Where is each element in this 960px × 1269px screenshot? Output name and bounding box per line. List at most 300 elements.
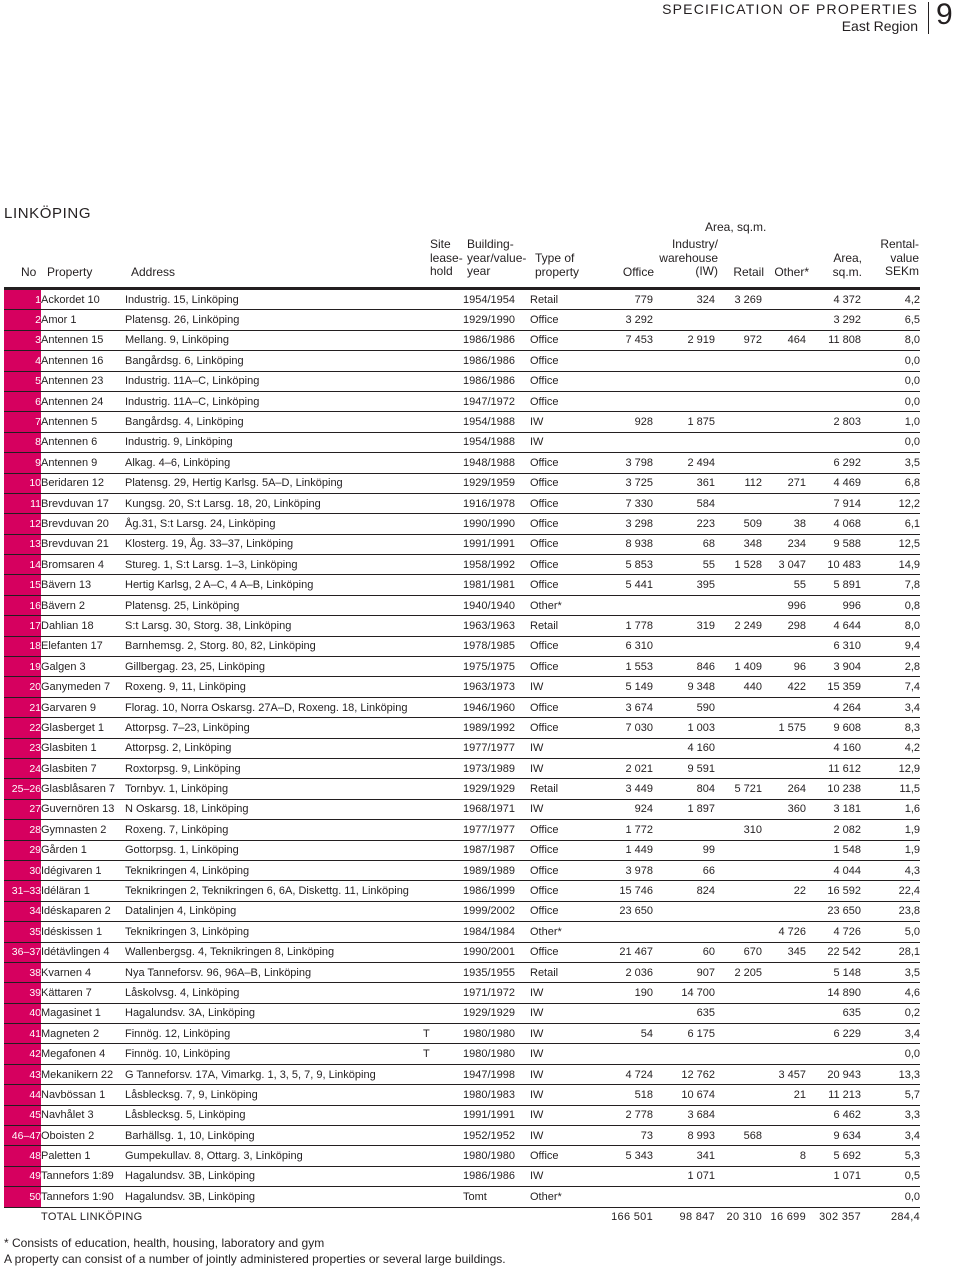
row-property: Garvaren 9: [41, 697, 125, 717]
row-site: [423, 1166, 463, 1186]
row-area: 4 160: [806, 738, 861, 758]
row-site: [423, 330, 463, 350]
table-row: [4, 1003, 920, 1023]
row-retail: [715, 983, 762, 1003]
row-no: 1: [4, 290, 41, 310]
row-office: 1 772: [598, 820, 653, 840]
section-title: LINKÖPING: [4, 205, 92, 222]
row-property: Paletten 1: [41, 1146, 125, 1166]
row-office: 4 724: [598, 1064, 653, 1084]
row-other: [762, 1166, 806, 1186]
row-area: [806, 432, 861, 452]
row-area: 5 148: [806, 962, 861, 982]
row-type: Office: [530, 351, 598, 371]
row-rent: 4,6: [861, 983, 920, 1003]
row-retail: 348: [715, 534, 762, 554]
row-area: 10 483: [806, 555, 861, 575]
row-no: 30: [4, 860, 41, 880]
row-retail: 509: [715, 514, 762, 534]
row-iw: 824: [653, 881, 715, 901]
row-no: 6: [4, 391, 41, 411]
row-type: Office: [530, 881, 598, 901]
table-row: [4, 595, 920, 615]
row-other: [762, 432, 806, 452]
row-no: 35: [4, 922, 41, 942]
row-site: [423, 432, 463, 452]
row-type: Office: [530, 575, 598, 595]
row-site: [423, 616, 463, 636]
row-office: [598, 1166, 653, 1186]
row-no: 24: [4, 758, 41, 778]
table-row: [4, 1166, 920, 1186]
row-other: [762, 310, 806, 330]
row-office: 924: [598, 799, 653, 819]
row-rent: 22,4: [861, 881, 920, 901]
row-year: 1929/1959: [463, 473, 530, 493]
row-office: 1 553: [598, 657, 653, 677]
row-year: 1990/2001: [463, 942, 530, 962]
row-retail: [715, 1064, 762, 1084]
row-site: [423, 901, 463, 921]
row-address: Platensg. 26, Linköping: [125, 310, 423, 330]
row-rent: 6,5: [861, 310, 920, 330]
row-other: 298: [762, 616, 806, 636]
row-iw: 8 993: [653, 1126, 715, 1146]
row-year: 1980/1980: [463, 1146, 530, 1166]
row-address: Roxeng. 7, Linköping: [125, 820, 423, 840]
row-year: 1991/1991: [463, 534, 530, 554]
row-site: [423, 779, 463, 799]
table-row: [4, 290, 920, 310]
row-area: 635: [806, 1003, 861, 1023]
row-address: Gottorpsg. 1, Linköping: [125, 840, 423, 860]
row-type: IW: [530, 738, 598, 758]
row-office: 3 298: [598, 514, 653, 534]
row-no: 13: [4, 534, 41, 554]
row-rent: 4,3: [861, 860, 920, 880]
row-address: Roxeng. 9, 11, Linköping: [125, 677, 423, 697]
row-rent: 3,5: [861, 962, 920, 982]
row-property: Idéskissen 1: [41, 922, 125, 942]
row-area: [806, 1187, 861, 1207]
row-retail: [715, 799, 762, 819]
row-office: 73: [598, 1126, 653, 1146]
row-year: 1963/1963: [463, 616, 530, 636]
row-rent: 3,4: [861, 697, 920, 717]
row-site: [423, 555, 463, 575]
total-iw: 98 847: [679, 1211, 715, 1224]
row-year: 1929/1990: [463, 310, 530, 330]
row-office: [598, 922, 653, 942]
row-rent: 3,5: [861, 453, 920, 473]
row-iw: 3 684: [653, 1105, 715, 1125]
table-row: [4, 901, 920, 921]
row-retail: [715, 636, 762, 656]
row-rent: 23,8: [861, 901, 920, 921]
row-area: 9 608: [806, 718, 861, 738]
row-type: Office: [530, 330, 598, 350]
table-row: [4, 493, 920, 513]
row-iw: 341: [653, 1146, 715, 1166]
row-type: Office: [530, 493, 598, 513]
row-rent: 1,9: [861, 820, 920, 840]
col-header-industry: Industry/ warehouse (IW): [659, 237, 718, 278]
row-site: [423, 453, 463, 473]
row-area: 23 650: [806, 901, 861, 921]
total-retail: 20 310: [726, 1211, 762, 1224]
row-type: Office: [530, 636, 598, 656]
row-office: 23 650: [598, 901, 653, 921]
table-row: [4, 697, 920, 717]
row-office: 5 149: [598, 677, 653, 697]
row-address: Attorpsg. 7–23, Linköping: [125, 718, 423, 738]
row-area: 6 292: [806, 453, 861, 473]
row-type: Office: [530, 371, 598, 391]
row-site: T: [423, 1044, 463, 1064]
row-other: [762, 412, 806, 432]
row-other: 3 047: [762, 555, 806, 575]
row-office: 7 453: [598, 330, 653, 350]
row-no: 27: [4, 799, 41, 819]
row-iw: 395: [653, 575, 715, 595]
row-address: Hagalundsv. 3B, Linköping: [125, 1187, 423, 1207]
row-type: Office: [530, 942, 598, 962]
row-address: Industrig. 9, Linköping: [125, 432, 423, 452]
row-site: [423, 575, 463, 595]
row-no: 48: [4, 1146, 41, 1166]
row-other: [762, 371, 806, 391]
row-rent: 9,4: [861, 636, 920, 656]
row-no: 16: [4, 595, 41, 615]
row-property: Tannefors 1:90: [41, 1187, 125, 1207]
row-iw: [653, 922, 715, 942]
row-type: Office: [530, 514, 598, 534]
row-rent: 14,9: [861, 555, 920, 575]
row-area: 9 588: [806, 534, 861, 554]
row-other: [762, 636, 806, 656]
table-row: [4, 555, 920, 575]
row-site: [423, 371, 463, 391]
row-rent: 5,0: [861, 922, 920, 942]
row-no: 2: [4, 310, 41, 330]
row-site: [423, 840, 463, 860]
row-retail: 440: [715, 677, 762, 697]
table-row: [4, 962, 920, 982]
row-iw: 584: [653, 493, 715, 513]
row-type: Other*: [530, 922, 598, 942]
row-type: Office: [530, 310, 598, 330]
row-other: [762, 738, 806, 758]
row-no: 25–26: [4, 779, 41, 799]
row-property: Beridaren 12: [41, 473, 125, 493]
row-address: Gillbergag. 23, 25, Linköping: [125, 657, 423, 677]
table-row: [4, 514, 920, 534]
row-property: Elefanten 17: [41, 636, 125, 656]
col-header-retail: Retail: [733, 265, 764, 279]
row-office: 2 021: [598, 758, 653, 778]
row-year: 1952/1952: [463, 1126, 530, 1146]
row-property: Magasinet 1: [41, 1003, 125, 1023]
row-site: [423, 351, 463, 371]
row-address: Bangårdsg. 4, Linköping: [125, 412, 423, 432]
row-no: 41: [4, 1024, 41, 1044]
row-year: 1958/1992: [463, 555, 530, 575]
row-office: 2 036: [598, 962, 653, 982]
table-row: [4, 1105, 920, 1125]
row-address: Alkag. 4–6, Linköping: [125, 453, 423, 473]
row-rent: 6,8: [861, 473, 920, 493]
row-other: [762, 351, 806, 371]
row-year: 1986/1986: [463, 330, 530, 350]
row-address: Teknikringen 2, Teknikringen 6, 6A, Diskettg. 11, Linköping: [125, 881, 423, 901]
row-property: Brevduvan 17: [41, 493, 125, 513]
table-row: [4, 820, 920, 840]
row-retail: [715, 1085, 762, 1105]
row-year: 1977/1977: [463, 738, 530, 758]
row-property: Navbössan 1: [41, 1085, 125, 1105]
row-no: 42: [4, 1044, 41, 1064]
row-iw: 99: [653, 840, 715, 860]
row-area: 5 692: [806, 1146, 861, 1166]
row-address: Bangårdsg. 6, Linköping: [125, 351, 423, 371]
row-address: Hagalundsv. 3B, Linköping: [125, 1166, 423, 1186]
row-type: Office: [530, 820, 598, 840]
row-rent: 4,2: [861, 290, 920, 310]
area-group-label: Area, sq.m.: [705, 220, 767, 234]
row-year: 1980/1983: [463, 1085, 530, 1105]
row-rent: 11,5: [861, 779, 920, 799]
row-office: 6 310: [598, 636, 653, 656]
row-rent: 7,4: [861, 677, 920, 697]
row-other: [762, 860, 806, 880]
row-site: [423, 391, 463, 411]
spec-region: East Region: [841, 18, 918, 34]
row-address: Stureg. 1, S:t Larsg. 1–3, Linköping: [125, 555, 423, 575]
row-iw: 14 700: [653, 983, 715, 1003]
row-year: 1990/1990: [463, 514, 530, 534]
row-office: [598, 391, 653, 411]
row-retail: 5 721: [715, 779, 762, 799]
row-address: Platensg. 25, Linköping: [125, 595, 423, 615]
row-no: 9: [4, 453, 41, 473]
row-property: Idétävlingen 4: [41, 942, 125, 962]
row-area: 4 726: [806, 922, 861, 942]
table-row: [4, 310, 920, 330]
row-no: 46–47: [4, 1126, 41, 1146]
row-address: G Tanneforsv. 17A, Vimarkg. 1, 3, 5, 7, 9, Linköping: [125, 1064, 423, 1084]
row-office: 3 725: [598, 473, 653, 493]
row-area: 4 264: [806, 697, 861, 717]
row-iw: 55: [653, 555, 715, 575]
row-property: Antennen 9: [41, 453, 125, 473]
row-rent: 12,2: [861, 493, 920, 513]
row-site: [423, 820, 463, 840]
row-office: 1 449: [598, 840, 653, 860]
row-address: Teknikringen 3, Linköping: [125, 922, 423, 942]
row-no: 8: [4, 432, 41, 452]
row-property: Mekanikern 22: [41, 1064, 125, 1084]
row-rent: 13,3: [861, 1064, 920, 1084]
row-rent: 12,9: [861, 758, 920, 778]
row-site: [423, 310, 463, 330]
row-other: 55: [762, 575, 806, 595]
row-area: [806, 1044, 861, 1064]
row-address: Attorpsg. 2, Linköping: [125, 738, 423, 758]
row-property: Antennen 5: [41, 412, 125, 432]
row-other: 264: [762, 779, 806, 799]
row-retail: [715, 412, 762, 432]
row-property: Brevduvan 21: [41, 534, 125, 554]
row-type: Office: [530, 657, 598, 677]
table-row: [4, 371, 920, 391]
row-rent: 0,0: [861, 1187, 920, 1207]
footnote-other: * Consists of education, health, housing, laboratory and gym: [4, 1236, 325, 1250]
row-rent: 8,0: [861, 616, 920, 636]
row-no: 15: [4, 575, 41, 595]
row-retail: 2 249: [715, 616, 762, 636]
row-address: Gumpekullav. 8, Ottarg. 3, Linköping: [125, 1146, 423, 1166]
row-no: 10: [4, 473, 41, 493]
row-area: 14 890: [806, 983, 861, 1003]
row-other: [762, 983, 806, 1003]
row-other: 234: [762, 534, 806, 554]
row-office: 3 798: [598, 453, 653, 473]
row-area: [806, 371, 861, 391]
row-year: 1989/1992: [463, 718, 530, 738]
row-other: 8: [762, 1146, 806, 1166]
row-other: [762, 901, 806, 921]
col-header-other: Other*: [774, 265, 809, 279]
row-type: Office: [530, 840, 598, 860]
row-address: Teknikringen 4, Linköping: [125, 860, 423, 880]
row-year: 1986/1986: [463, 1166, 530, 1186]
table-row: [4, 453, 920, 473]
row-type: Retail: [530, 962, 598, 982]
row-iw: [653, 391, 715, 411]
row-rent: 3,3: [861, 1105, 920, 1125]
row-property: Antennen 24: [41, 391, 125, 411]
row-area: 4 469: [806, 473, 861, 493]
row-property: Brevduvan 20: [41, 514, 125, 534]
row-year: 1935/1955: [463, 962, 530, 982]
row-year: 1986/1986: [463, 371, 530, 391]
row-rent: 1,0: [861, 412, 920, 432]
row-retail: 1 409: [715, 657, 762, 677]
row-office: [598, 432, 653, 452]
row-retail: [715, 758, 762, 778]
row-retail: 310: [715, 820, 762, 840]
row-other: 464: [762, 330, 806, 350]
table-row: [4, 412, 920, 432]
row-address: Låskolvsg. 4, Linköping: [125, 983, 423, 1003]
row-office: 518: [598, 1085, 653, 1105]
row-type: Office: [530, 860, 598, 880]
row-site: [423, 595, 463, 615]
col-header-property: Property: [47, 265, 93, 279]
row-iw: [653, 371, 715, 391]
row-site: T: [423, 1024, 463, 1044]
row-area: 4 644: [806, 616, 861, 636]
row-no: 20: [4, 677, 41, 697]
row-property: Ackordet 10: [41, 290, 125, 310]
row-iw: 319: [653, 616, 715, 636]
row-type: IW: [530, 1166, 598, 1186]
row-area: 20 943: [806, 1064, 861, 1084]
row-address: Låsblecksg. 5, Linköping: [125, 1105, 423, 1125]
row-office: 5 853: [598, 555, 653, 575]
row-office: 5 343: [598, 1146, 653, 1166]
table-row: [4, 922, 920, 942]
row-no: 14: [4, 555, 41, 575]
row-iw: 10 674: [653, 1085, 715, 1105]
row-type: IW: [530, 799, 598, 819]
row-other: [762, 453, 806, 473]
row-area: 4 068: [806, 514, 861, 534]
row-iw: 846: [653, 657, 715, 677]
table-row: [4, 473, 920, 493]
total-label: TOTAL LINKÖPING: [41, 1211, 143, 1224]
row-other: [762, 1187, 806, 1207]
row-office: 3 292: [598, 310, 653, 330]
row-iw: 66: [653, 860, 715, 880]
row-year: 1975/1975: [463, 657, 530, 677]
row-retail: [715, 453, 762, 473]
row-address: Finnög. 12, Linköping: [125, 1024, 423, 1044]
row-rent: 0,0: [861, 371, 920, 391]
row-area: 7 914: [806, 493, 861, 513]
row-other: 271: [762, 473, 806, 493]
row-no: 4: [4, 351, 41, 371]
row-property: Bävern 13: [41, 575, 125, 595]
row-no: 40: [4, 1003, 41, 1023]
row-office: [598, 595, 653, 615]
table-row: [4, 1085, 920, 1105]
row-property: Kvarnen 4: [41, 962, 125, 982]
row-type: IW: [530, 677, 598, 697]
row-address: Industrig. 11A–C, Linköping: [125, 371, 423, 391]
row-no: 45: [4, 1105, 41, 1125]
row-retail: [715, 432, 762, 452]
row-site: [423, 473, 463, 493]
row-iw: 1 875: [653, 412, 715, 432]
row-year: 1954/1954: [463, 290, 530, 310]
row-rent: 0,0: [861, 1044, 920, 1064]
row-type: IW: [530, 1044, 598, 1064]
row-no: 43: [4, 1064, 41, 1084]
row-retail: [715, 860, 762, 880]
row-rent: 3,4: [861, 1024, 920, 1044]
col-header-site: Site lease- hold: [430, 237, 463, 278]
row-property: Gymnasten 2: [41, 820, 125, 840]
row-type: Office: [530, 555, 598, 575]
table-row: [4, 738, 920, 758]
row-property: Glasbiten 7: [41, 758, 125, 778]
row-retail: [715, 1044, 762, 1064]
row-type: IW: [530, 432, 598, 452]
row-no: 34: [4, 901, 41, 921]
row-retail: [715, 718, 762, 738]
row-iw: 6 175: [653, 1024, 715, 1044]
row-site: [423, 1126, 463, 1146]
row-other: 422: [762, 677, 806, 697]
row-area: 6 310: [806, 636, 861, 656]
row-other: [762, 493, 806, 513]
col-header-no: No: [21, 265, 37, 279]
row-retail: 568: [715, 1126, 762, 1146]
header-divider: [928, 2, 929, 34]
row-iw: 1 897: [653, 799, 715, 819]
row-retail: [715, 575, 762, 595]
